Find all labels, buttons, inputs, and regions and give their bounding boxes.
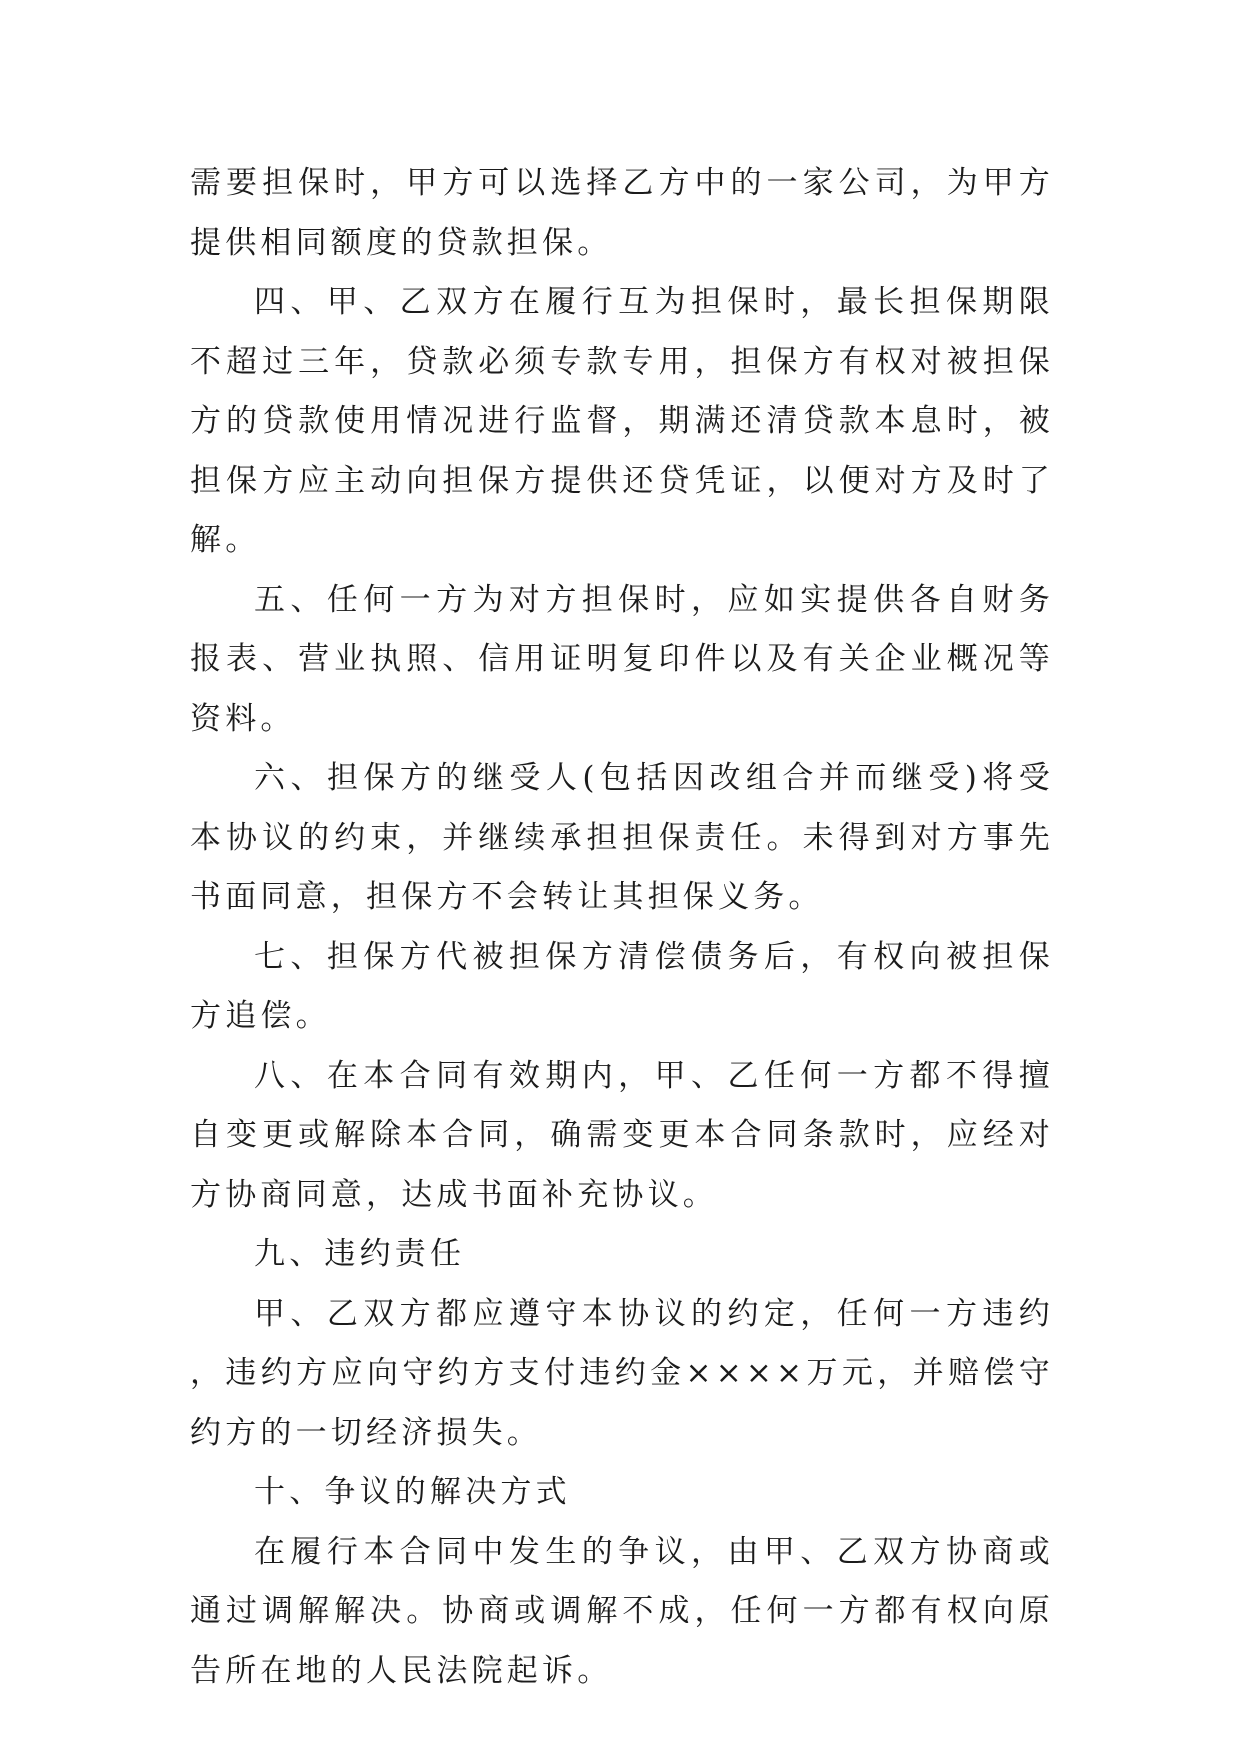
clause-9-body: 甲、乙双方都应遵守本协议的约定，任何一方违约，违约方应向守约方支付违约金××××万元，并赔偿守约方的一切经济损失。 bbox=[190, 1295, 1054, 1451]
clause-10-body: 在履行本合同中发生的争议，由甲、乙双方协商或通过调解解决。协商或调解不成，任何一方都有权向原告所在地的人民法院起诉。 bbox=[190, 1533, 1054, 1689]
clause-8-paragraph: 八、在本合同有效期内，甲、乙任何一方都不得擅自变更或解除本合同，确需变更本合同条款时，应经对方协商同意，达成书面补充协议。 bbox=[190, 1057, 1054, 1213]
clause-6-paragraph: 六、担保方的继受人(包括因改组合并而继受)将受本协议的约束，并继续承担担保责任。未得到对方事先书面同意，担保方不会转让其担保义务。 bbox=[190, 760, 1054, 915]
clause-5-paragraph: 五、任何一方为对方担保时，应如实提供各自财务报表、营业执照、信用证明复印件以及有关企业概况等资料。 bbox=[190, 581, 1054, 737]
paragraph-continuation: 需要担保时，甲方可以选择乙方中的一家公司，为甲方提供相同额度的贷款担保。 bbox=[190, 165, 1054, 261]
clause-7-paragraph: 七、担保方代被担保方清偿债务后，有权向被担保方追偿。 bbox=[190, 938, 1054, 1034]
document-body bbox=[190, 154, 1054, 1701]
clause-10-heading: 十、争议的解决方式 bbox=[254, 1474, 571, 1510]
clause-9-heading: 九、违约责任 bbox=[254, 1236, 466, 1272]
clause-4-paragraph: 四、甲、乙双方在履行互为担保时，最长担保期限不超过三年，贷款必须专款专用，担保方有权对被担保方的贷款使用情况进行监督，期满还清贷款本息时，被担保方应主动向担保方提供还贷凭证，以便对方及时了解。 bbox=[190, 284, 1054, 558]
